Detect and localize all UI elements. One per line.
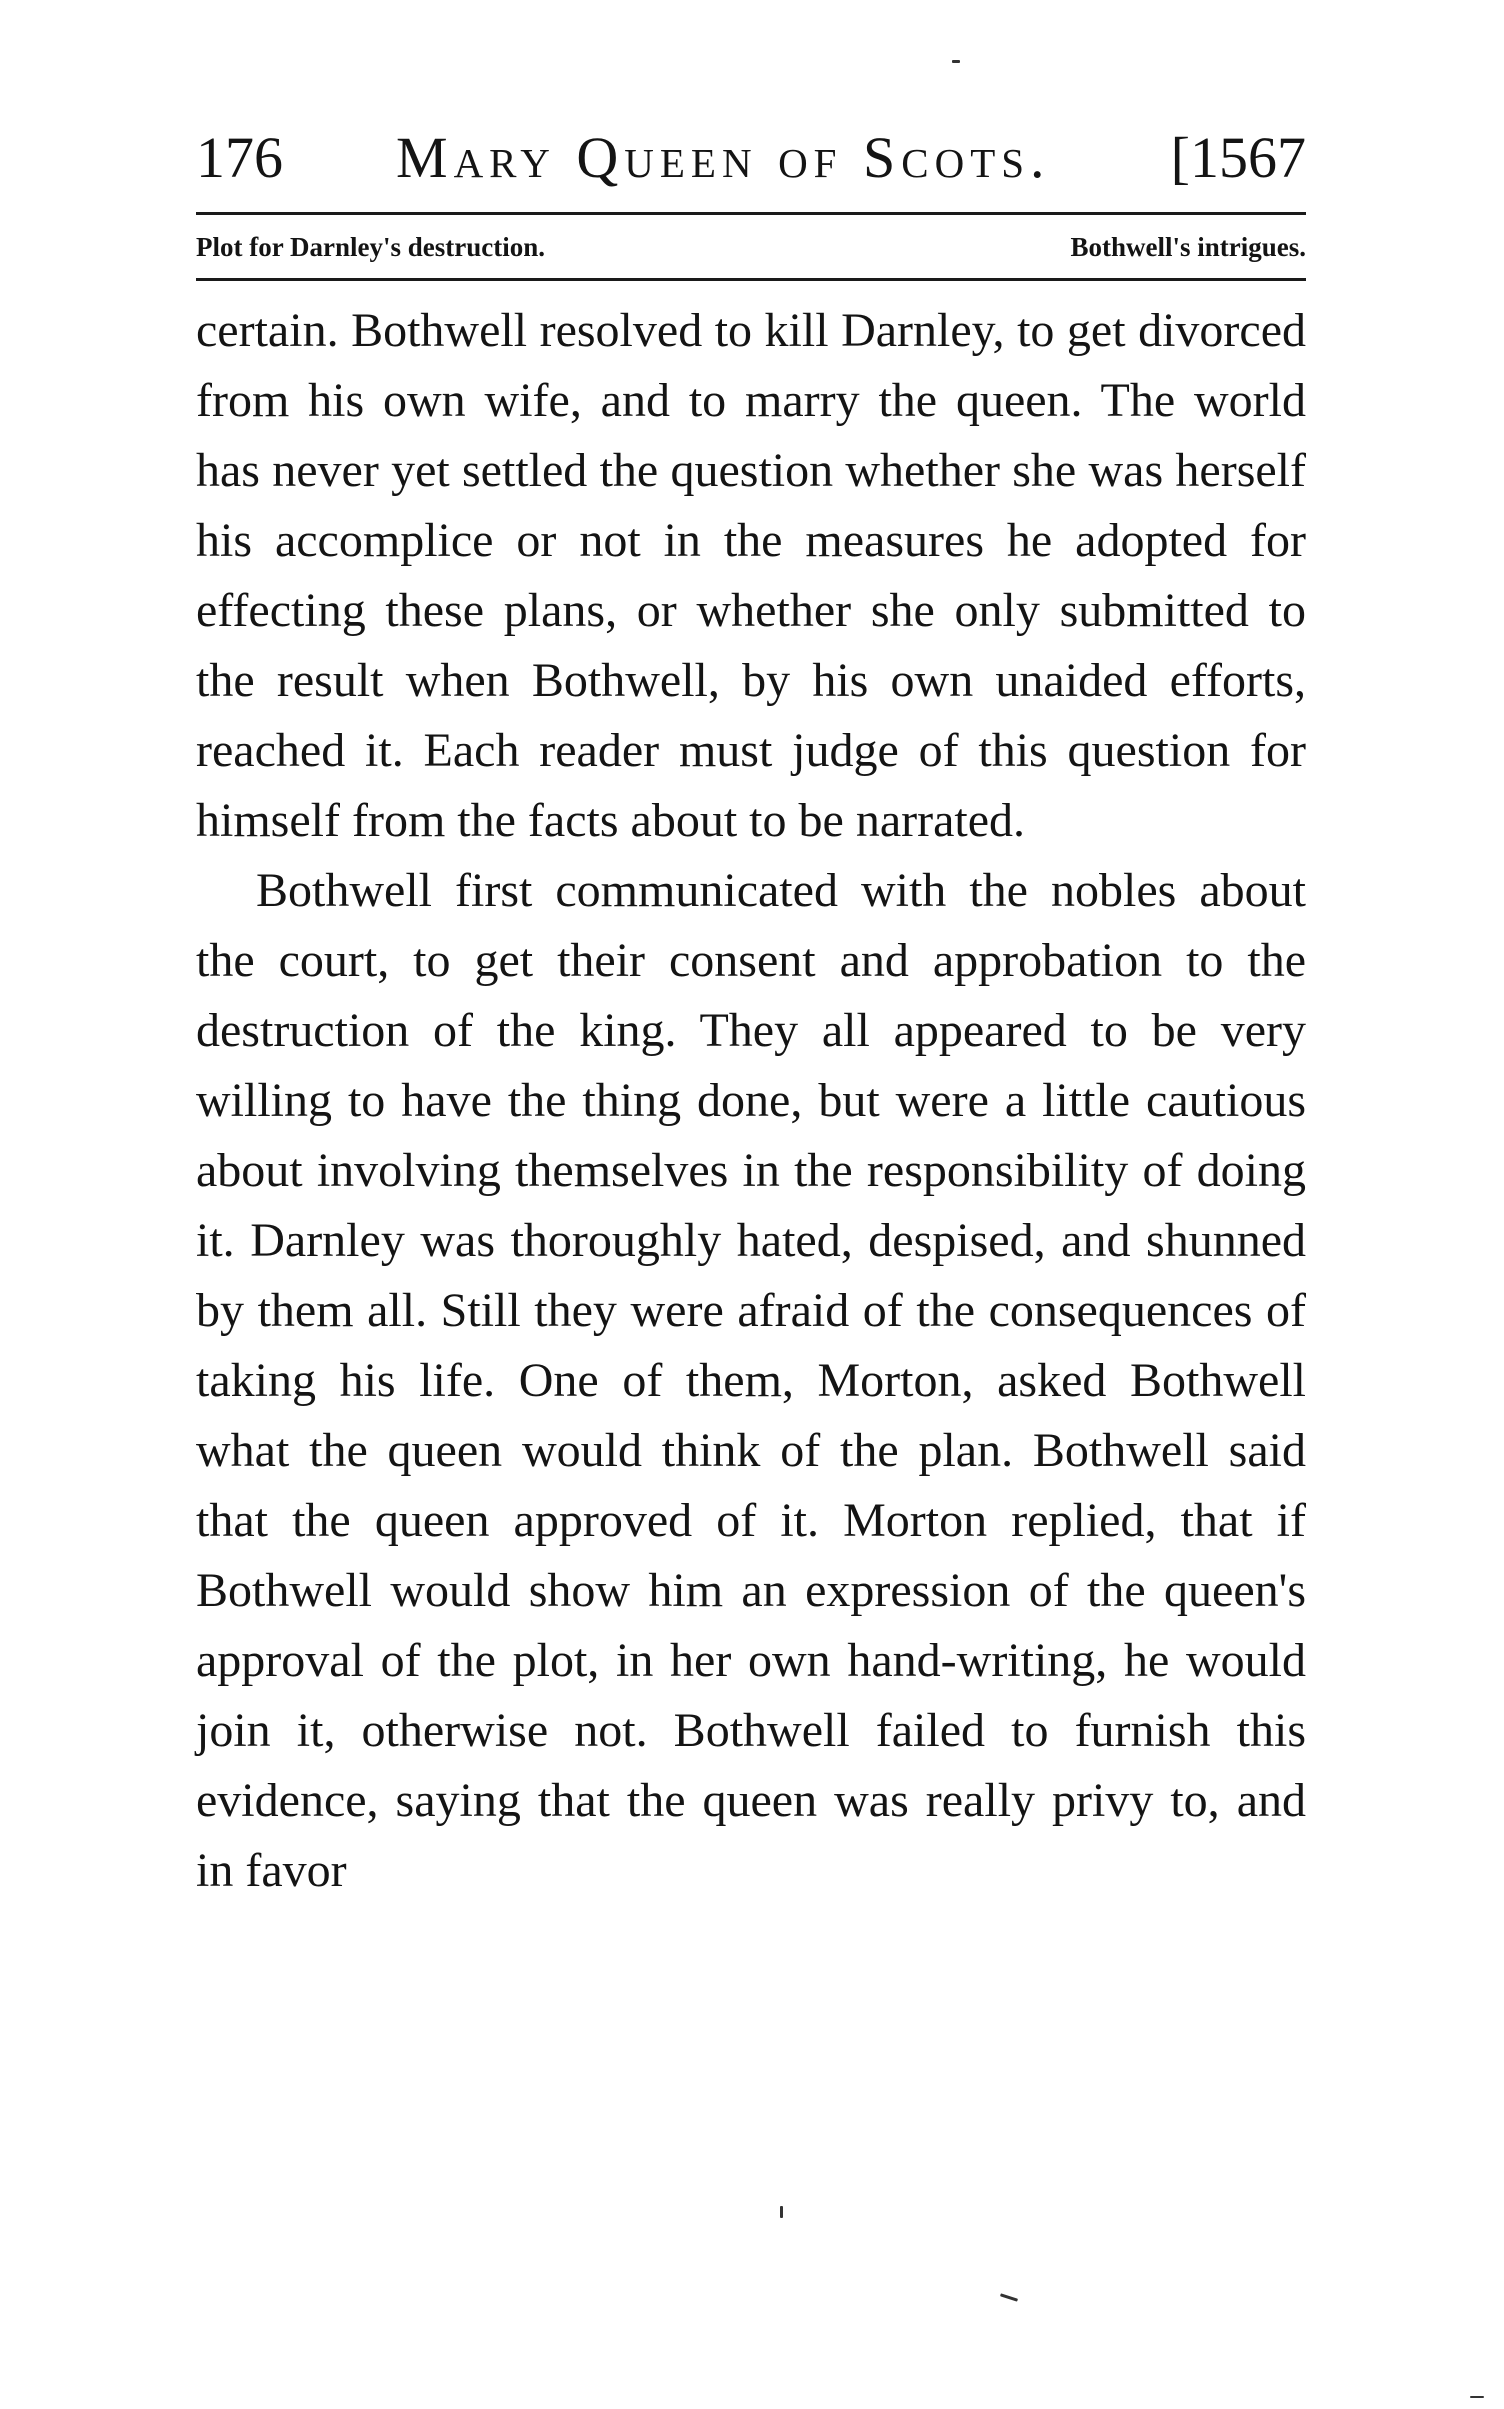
header-rule-top [196, 212, 1306, 215]
year-marker: [1567 [1170, 125, 1306, 190]
running-title: Mary Queen of Scots. [396, 125, 1051, 190]
left-subheading: Plot for Darnley's destruction. [196, 232, 545, 262]
header-rule-bottom [196, 278, 1306, 281]
subheadings [196, 222, 1306, 272]
paragraph-2: Bothwell first communicated with the nobles about the court, to get their consent and approbation to the destruction of the king. They all appeared to be very willing to have the thing done, but were a little cautious about involving themselves in the responsibility of doing it. Darnley was thoroughly hated, despised, and shunned by them all. Still they were afraid of the consequences of taking his life. One of them, Morton, asked Bothwell what the queen would think of the plan. Bothwell said that the queen approved of it. Morton replied, that if Bothwell would show him an expression of the queen's approval of the plot, in her own hand-writing, he would join it, otherwise not. Bothwell failed to furnish this evidence, saying that the queen was really privy to, and in favor [196, 864, 1306, 1897]
body-text [196, 296, 1306, 1906]
scan-speck [1470, 2396, 1484, 2398]
page-header [196, 118, 1306, 198]
scan-speck [1000, 2293, 1018, 2301]
paragraph-1: certain. Bothwell resolved to kill Darnley, to get divorced from his own wife, and to marry the queen. The world has never yet settled the question whether she was herself his accomplice or not in the measures he adopted for effecting these plans, or whether she only submitted to the result when Bothwell, by his own unaided efforts, reached it. Each reader must judge of this question for himself from the facts about to be narrated. [196, 304, 1306, 847]
right-subheading: Bothwell's intrigues. [1070, 232, 1306, 262]
scan-speck [952, 60, 960, 63]
scan-speck [780, 2206, 783, 2218]
page-number: 176 [196, 125, 283, 190]
